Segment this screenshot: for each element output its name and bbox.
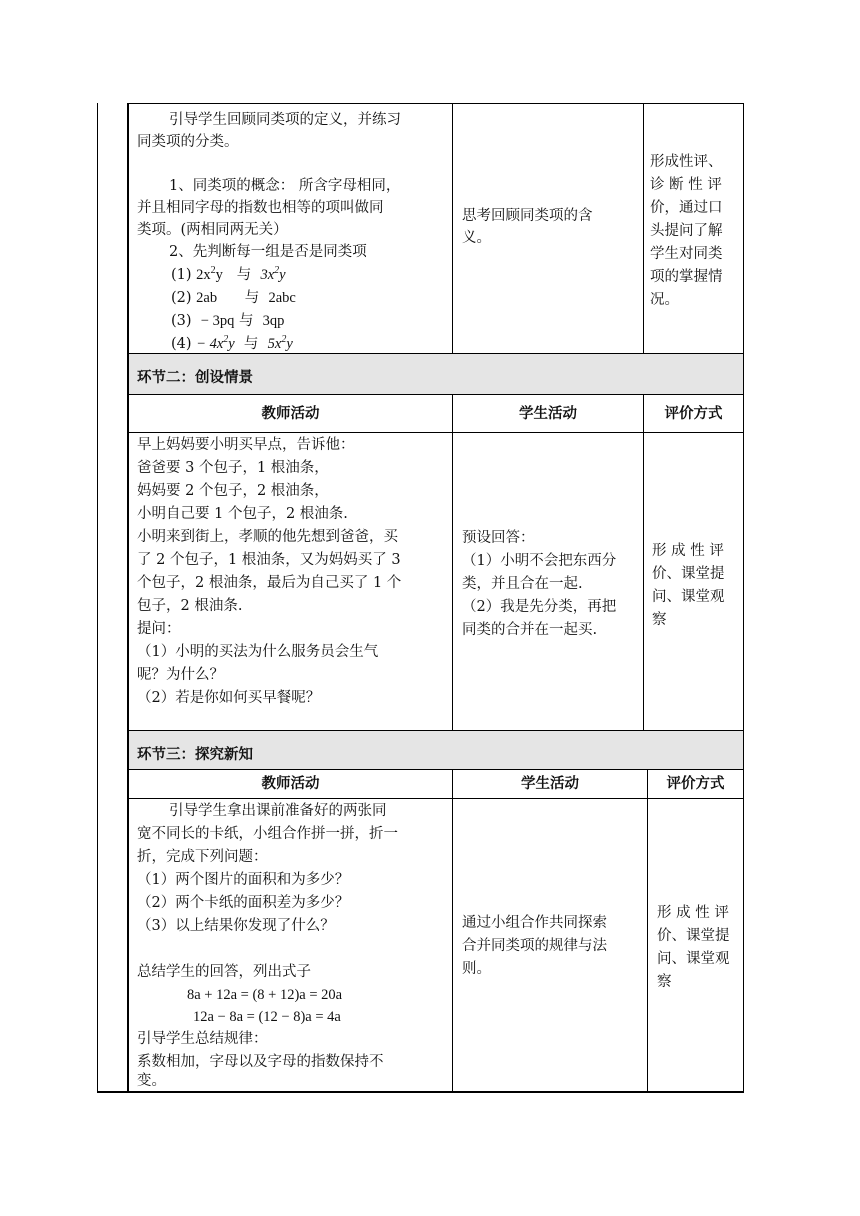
text-line: （1）小明的买法为什么服务员会生气	[137, 644, 379, 660]
section-header: 环节二：创设情景	[128, 353, 744, 395]
text-line: 早上妈妈要小明买早点，告诉他：	[137, 437, 355, 453]
text-line: 系数相加，字母以及字母的指数保持不	[137, 1054, 384, 1070]
text-line: 学生对同类	[650, 246, 723, 262]
item-separator: 与	[244, 290, 260, 306]
column-header-eval: 评价方式	[643, 394, 744, 433]
equation-line: 12a − 8a = (12 − 8)a = 4a	[193, 1009, 341, 1025]
text-line: 引导学生回顾同类项的定义，并练习	[169, 112, 401, 128]
text-line: 个包子，2 根油条，最后为自己买了 1 个	[137, 575, 402, 591]
equation-line: 8a + 12a = (8 + 12)a = 20a	[187, 987, 343, 1003]
table-bottom-rule	[97, 1091, 744, 1093]
column-header-student: 学生活动	[452, 394, 644, 433]
text-line: 察	[652, 612, 667, 628]
item-number: (3)	[171, 313, 192, 329]
text-line: 呢？为什么？	[137, 667, 224, 683]
item-number: (1)	[171, 267, 192, 283]
text-line: 小明来到街上，孝顺的他先想到爸爸，买	[137, 529, 398, 545]
text-line: 妈妈要 2 个包子，2 根油条，	[137, 483, 329, 499]
sec3-eval-cell	[647, 798, 744, 1093]
text-line: 提问：	[137, 621, 181, 637]
column-header-student: 学生活动	[452, 769, 648, 799]
text-line: 宽不同长的卡纸，小组合作拼一拼，折一	[137, 826, 398, 842]
exercise-item	[171, 287, 296, 309]
text-line: 变。	[137, 1073, 166, 1089]
text-line: （3）以上结果你发现了什么？	[137, 918, 335, 934]
text-line: 诊 断 性 评	[650, 177, 722, 193]
text-line: 形 成 性 评	[652, 543, 724, 559]
text-line: 爸爸要 3 个包子，1 根油条，	[137, 460, 329, 476]
text-line: 价、课堂提	[657, 928, 730, 944]
text-line: 包子，2 根油条.	[137, 598, 243, 614]
sec3-student-cell	[452, 798, 648, 1093]
text-line: 头提问了解	[650, 223, 723, 239]
text-line: 预设回答：	[462, 530, 535, 546]
text-line: 项的掌握情	[650, 269, 723, 285]
section-header: 环节三：探究新知	[128, 730, 744, 770]
text-line: 类，并且合在一起.	[462, 576, 583, 592]
math-term: 2abc	[268, 290, 296, 306]
math-term: $2x^2y$	[196, 265, 223, 283]
text-line: 思考回顾同类项的含	[462, 208, 593, 224]
sec2-teacher-cell	[128, 432, 453, 731]
text-line: （1）小明不会把东西分	[462, 553, 617, 569]
text-line: 况。	[650, 292, 679, 308]
text-line: 价，通过口	[650, 200, 723, 216]
item-separator: 与	[236, 267, 252, 283]
math-term: $3x^2y$	[260, 265, 286, 283]
exercise-item	[171, 264, 286, 286]
left-margin-column	[97, 103, 128, 1093]
sec1-eval-cell	[643, 103, 744, 354]
text-line: 问、课堂观	[652, 589, 725, 605]
text-line: 1、同类项的概念： 所含字母相同，	[169, 178, 401, 194]
math-term: − $4x^2y$	[196, 334, 235, 352]
sec2-student-cell	[452, 432, 644, 731]
text-line: （2）若是你如何买早餐呢？	[137, 690, 321, 706]
text-line: 价、课堂提	[652, 566, 725, 582]
column-header-eval: 评价方式	[647, 769, 744, 799]
text-line: （1）两个图片的面积和为多少？	[137, 872, 350, 888]
text-line: 小明自己要 1 个包子，2 根油条.	[137, 506, 348, 522]
sec1-student-cell	[452, 103, 644, 354]
text-line: 形成性评、	[650, 154, 723, 170]
item-separator: 与	[238, 313, 254, 329]
item-separator: 与	[243, 336, 259, 352]
text-line: （2）我是先分类，再把	[462, 599, 617, 615]
text-line: 察	[657, 974, 672, 990]
sec1-teacher-cell	[128, 103, 453, 354]
exercise-item	[171, 310, 284, 332]
text-line: 折，完成下列问题：	[137, 849, 268, 865]
text-line: 同类项的分类。	[137, 134, 239, 150]
sec3-teacher-cell	[128, 798, 453, 1093]
text-line: 引导学生拿出课前准备好的两张同	[169, 803, 387, 819]
math-term: $5x^2y$	[267, 334, 293, 352]
text-line: 义。	[462, 230, 491, 246]
text-line: 引导学生总结规律：	[137, 1031, 268, 1047]
item-number: (4)	[171, 336, 192, 352]
text-line: 了 2 个包子，1 根油条，又为妈妈买了 3	[137, 552, 401, 568]
text-line: 并且相同字母的指数也相等的项叫做同	[137, 200, 384, 216]
text-line: 形 成 性 评	[657, 905, 729, 921]
math-term: 3qp	[262, 313, 285, 329]
text-line: 则。	[462, 961, 491, 977]
text-line: 问、课堂观	[657, 951, 730, 967]
item-number: (2)	[171, 290, 192, 306]
sec2-eval-cell	[643, 432, 744, 731]
column-header-teacher: 教师活动	[128, 394, 453, 433]
text-line: 合并同类项的规律与法	[462, 938, 607, 954]
math-term: − 3pq	[200, 313, 235, 329]
text-line: （2）两个卡纸的面积差为多少？	[137, 895, 350, 911]
column-header-teacher: 教师活动	[128, 769, 453, 799]
math-term: 2ab	[196, 290, 218, 306]
text-line: 通过小组合作共同探索	[462, 915, 607, 931]
exercise-item	[171, 333, 293, 355]
text-line: 类项。(两相同两无关）	[137, 222, 288, 238]
text-line: 总结学生的回答，列出式子	[137, 964, 311, 980]
text-line: 2、先判断每一组是否是同类项	[169, 244, 367, 260]
text-line: 同类的合并在一起买.	[462, 622, 598, 638]
